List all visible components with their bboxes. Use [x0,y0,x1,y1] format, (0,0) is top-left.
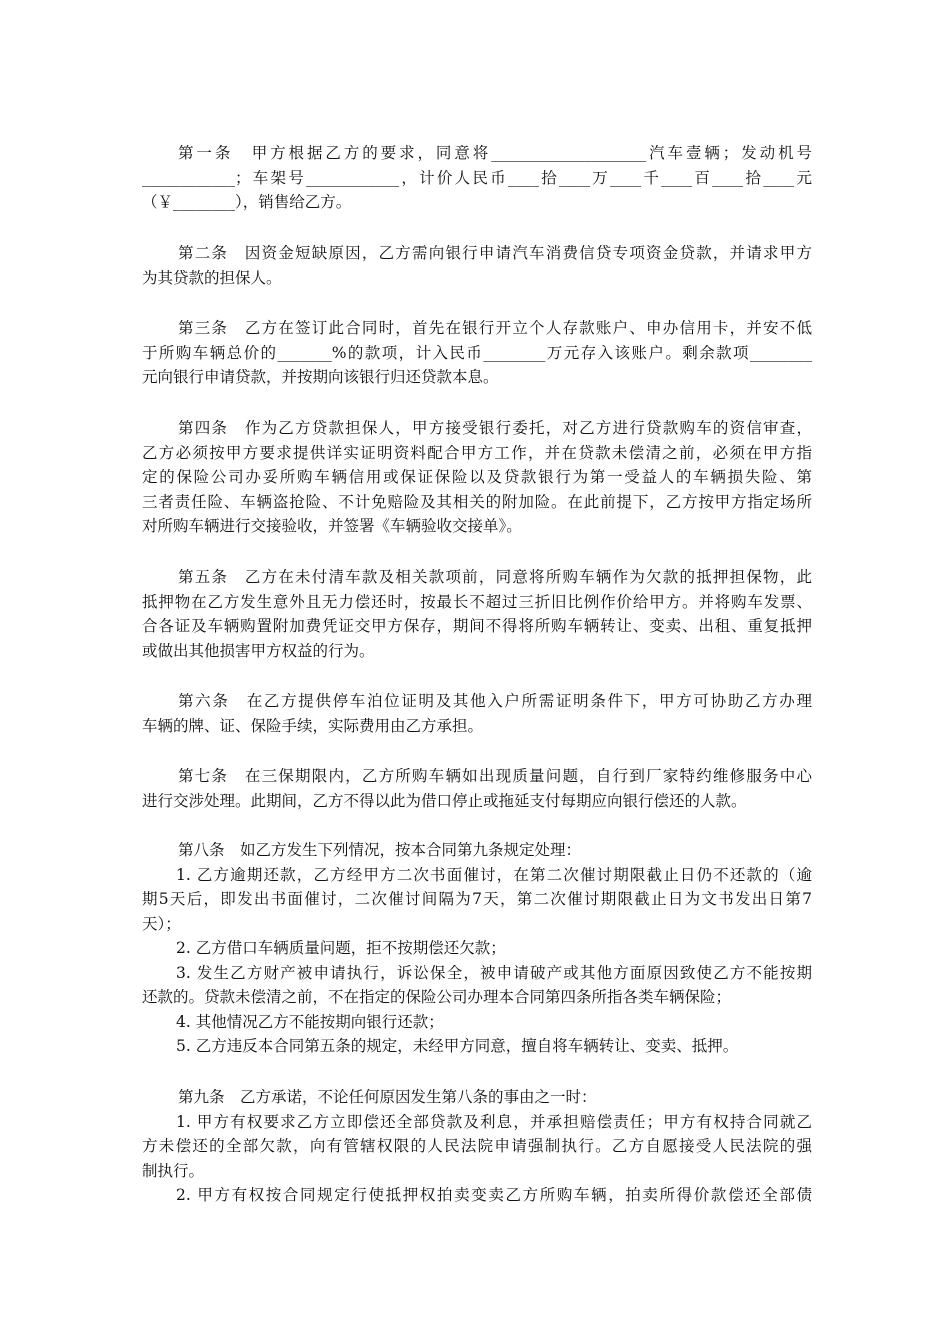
article-2 [142,241,812,290]
article-9-heading: 第九条 乙方承诺，不论任何原因发生第八条的事由之一时： [178,1088,597,1106]
article-8-item: 1. 乙方逾期还款，乙方经甲方二次书面催讨，在第二次催讨期限截止日仍不还款的（逾 [176,865,812,884]
article-5 [142,565,812,663]
article-8-item: 5. 乙方违反本合同第五条的规定，未经甲方同意，擅自将车辆转让、变卖、抵押。 [176,1037,739,1055]
article-9-item: 制执行。 [142,1161,205,1180]
article-3-line: 于所购车辆总价的_______%的款项，计入民币________万元存入该账户。剩余款项________ [142,343,812,362]
article-3-line: 元向银行申请贷款，并按期向该银行归还贷款本息。 [142,368,499,386]
article-4-line: 乙方必须按甲方要求提供详实证明资料配合甲方工作，并在贷款未偿清之前，必须在甲方指 [142,443,812,462]
article-8-item: 天）； [142,914,181,933]
article-4 [142,416,812,539]
article-5-line: 抵押物在乙方发生意外且无力偿还时，按最长不超过三折旧比例作价给甲方。并将购车发票、 [142,592,812,611]
article-6-line: 车辆的牌、证、保险手续，实际费用由乙方承担。 [142,716,484,735]
article-8-item: 期5天后，即发出书面催讨，二次催讨间隔为7天，第二次催讨期限截止日为文书发出日第7 [142,890,812,908]
article-5-line: 或做出其他损害甲方权益的行为。 [142,641,375,660]
article-3 [142,316,812,390]
article-4-line: 第四条 作为乙方贷款担保人，甲方接受银行委托，对乙方进行贷款购车的资信审查， [178,419,812,437]
article-8 [142,838,812,1059]
article-4-line: 对所购车辆进行交接验收，并签署《车辆验收交接单》。 [142,517,522,535]
article-9-item: 方未偿还的全部欠款，向有管辖权限的人民法院申请强制执行。乙方自愿接受人民法院的强 [142,1137,812,1155]
article-7-line: 第七条 在三保期限内，乙方所购车辆如出现质量问题，自行到厂家特约维修服务中心 [178,767,812,785]
article-4-line: 定的保险公司办妥所购车辆信用或保证保险以及贷款银行为第一受益人的车辆损失险、第 [142,468,812,486]
article-4-line: 三者责任险、车辆盗抢险、不计免赔险及其相关的附加险。在此前提下，乙方按甲方指定场所 [142,492,812,511]
article-9 [142,1085,812,1208]
article-8-item: 还款的。贷款未偿清之前，不在指定的保险公司办理本合同第四条所指各类车辆保险； [142,988,732,1006]
article-5-line: 第五条 乙方在未付清车款及相关款项前，同意将所购车辆作为欠款的抵押担保物，此 [178,568,812,586]
article-9-item: 1. 甲方有权要求乙方立即偿还全部贷款及利息，并承担赔偿责任；甲方有权持合同就乙 [176,1112,812,1131]
article-5-line: 合各证及车辆购置附加费凭证交甲方保存，期间不得将所购车辆转让、变卖、出租、重复抵押 [142,617,812,635]
article-6 [142,689,812,738]
article-8-item: 3. 发生乙方财产被申请执行，诉讼保全，被申请破产或其他方面原因致使乙方不能按期 [176,963,812,982]
article-8-item: 2. 乙方借口车辆质量问题，拒不按期偿还欠款； [176,939,506,957]
article-3-line: 第三条 乙方在签订此合同时，首先在银行开立个人存款账户、申办信用卡，并安不低 [178,319,812,337]
article-8-heading: 第八条 如乙方发生下列情况，按本合同第九条规定处理： [178,841,582,859]
article-1-line: ____________；车架号____________，计价人民币____拾____万____千____百____拾____元 [142,168,812,187]
article-7-line: 进行交涉处理。此期间，乙方不得以此为借口停止或拖延支付每期应向银行偿还的人款。 [142,791,747,810]
article-1-line: 第一条 甲方根据乙方的要求，同意将____________________汽车壹辆；发动机号 [178,144,812,162]
article-1-line: （￥________），销售给乙方。 [142,193,352,211]
article-7 [142,764,812,813]
article-8-item: 4. 其他情况乙方不能按期向银行还款； [176,1012,444,1031]
article-2-line: 为其贷款的担保人。 [142,268,282,287]
article-1 [142,141,812,215]
article-9-item: 2. 甲方有权按合同规定行使抵押权拍卖变卖乙方所购车辆，拍卖所得价款偿还全部债 [176,1186,812,1204]
article-2-line: 第二条 因资金短缺原因，乙方需向银行申请汽车消费信贷专项资金贷款，并请求甲方 [178,244,812,262]
article-6-line: 第六条 在乙方提供停车泊位证明及其他入户所需证明条件下，甲方可协助乙方办理 [178,692,812,710]
